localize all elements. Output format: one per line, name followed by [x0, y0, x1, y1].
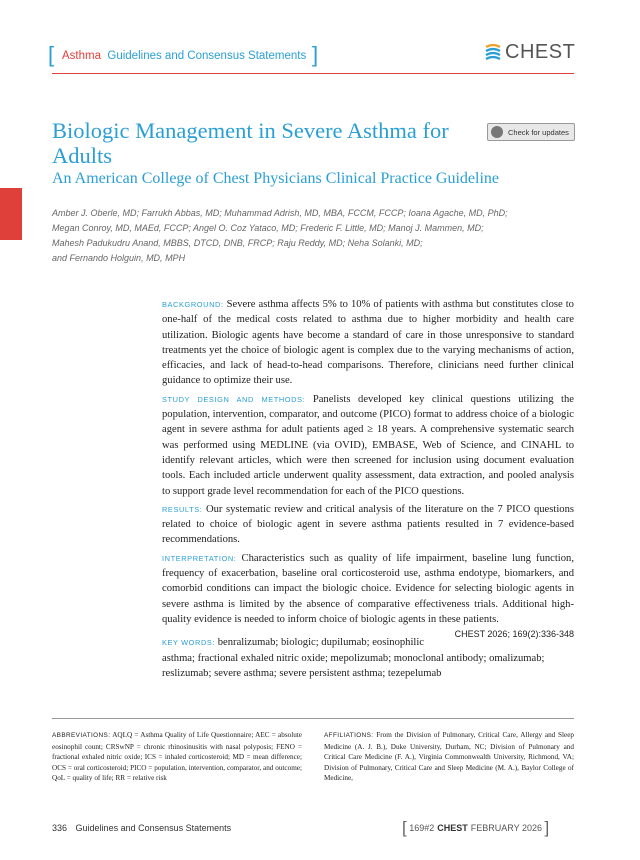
keywords-text: benralizumab; biologic; dupilumab; eosinophilic asthma; fractional exhaled nitric oxide; mepolizumab; monoclonal antibody; omalizumab; reslizumab; severe asthma; severe persistent asthma; tezepelumab — [162, 637, 545, 679]
header-bracket-left: [ — [48, 42, 55, 67]
chest-logo — [484, 42, 575, 62]
page-number: 336 — [52, 823, 68, 833]
abstract-results — [162, 502, 574, 548]
results-label: RESULTS: — [162, 504, 203, 514]
footer-bracket-left: [ — [402, 818, 407, 837]
header-category-topic: Asthma — [62, 50, 101, 62]
header-bracket-right: ] — [312, 42, 319, 67]
background-text: Severe asthma affects 5% to 10% of patients with asthma but constitutes close to one-half of the medical costs related to asthma due to higher morbidity and health care utilization. Biologic agents have become a standard of care in those unresponsive to standard treatments yet the choice of biologic agent is complex due to the varying mechanisms of action, efficacies, and lack of head-to-head comparisons. Therefore, clinicians need further clinical guidance to optimize their use. — [162, 299, 574, 387]
affiliations-label: AFFILIATIONS: — [324, 732, 374, 739]
chest-logo-text: CHEST — [505, 40, 576, 63]
footer-issue: 169#2 — [409, 823, 435, 833]
abbreviations-footnote — [52, 730, 302, 784]
interpretation-label: INTERPRETATION: — [162, 553, 237, 563]
footer-date: FEBRUARY 2026 — [470, 823, 543, 833]
header-rule — [52, 73, 574, 74]
header-category-type: Guidelines and Consensus Statements — [107, 50, 307, 62]
check-for-updates-button[interactable] — [487, 123, 575, 141]
side-tab-marker — [0, 188, 22, 240]
abstract-interpretation — [162, 551, 574, 640]
footer-bracket-right: ] — [544, 818, 550, 837]
affiliations-footnote — [324, 730, 574, 784]
chest-logo-icon — [484, 43, 502, 61]
author-list — [52, 206, 592, 266]
results-text: Our systematic review and critical analysis of the literature on the 7 PICO questions related to choice of biologic agent in severe asthma patients resulted in 7 evidence-based recommendations. — [162, 503, 574, 546]
abstract — [162, 297, 574, 684]
background-label: BACKGROUND: — [162, 300, 224, 309]
footnote-rule — [52, 718, 574, 719]
article-subtitle: An American College of Chest Physicians Clinical Practice Guideline — [52, 170, 500, 187]
affiliations-text: From the Division of Pulmonary, Critical Care, Allergy and Sleep Medicine (A. J. B.), Duke University, Durham, NC; Division of Pulmonary and Critical Care Medicine (F. A.), Virginia Commonwealth University, Richmond, VA; Division of Pulmonary, Critical Care and Sleep Medicine (M. A.), Baylor College of Medicine, — [324, 731, 575, 783]
abstract-methods — [162, 392, 574, 499]
footer-right — [402, 818, 549, 838]
author-line: Megan Conroy, MD, MAEd, FCCP; Angel O. Coz Yataco, MD; Frederic F. Little, MD; Manoj J. Mammen, MD; — [52, 223, 484, 233]
article-title: Biologic Management in Severe Asthma for Adults — [52, 118, 449, 168]
citation: CHEST 2026; 169(2):336-348 — [454, 629, 574, 640]
author-line: and Fernando Holguin, MD, MPH — [52, 253, 186, 263]
methods-text: Panelists developed key clinical questions utilizing the population, intervention, comparator, and outcome (PICO) format to address choice of a biologic agent in severe asthma for adult patients aged ≥ 18 years. A comprehensive systematic search was performed using MEDLINE (via OVID), EMBASE, Web of Science, and CINAHL to identify relevant articles, which were then screened for inclusion using document evaluation tools. Each included article underwent quality assessment, data extraction, and pooled analysis to support grade level recommendation for each of the PICO questions. — [162, 393, 574, 497]
abstract-background — [162, 297, 574, 389]
footer-section: Guidelines and Consensus Statements — [75, 823, 232, 833]
interpretation-text: Characteristics such as quality of life impairment, baseline lung function, frequency of exacerbation, baseline oral corticosteroid use, asthma endotype, biomarkers, and comorbid conditions can impact the biologic choice. Evidence for selecting biologic agents in severe asthma is limited by the absence of comparative effectiveness trials. Additional high-quality evidence is needed to inform choice of biologic agents in these patients. — [162, 552, 574, 625]
header-category — [62, 50, 306, 62]
footer-journal: CHEST — [437, 823, 468, 833]
check-for-updates-label: Check for updates — [508, 127, 569, 137]
keywords-label: KEY WORDS: — [162, 638, 216, 648]
author-line: Amber J. Oberle, MD; Farrukh Abbas, MD; Muhammad Adrish, MD, MBA, FCCM, FCCP; Ioana Agache, MD, PhD; — [52, 208, 508, 218]
abbreviations-text: AQLQ = Asthma Quality of Life Questionnaire; AEC = absolute eosinophil count; CRSwNP = chronic rhinosinusitis with nasal polyposis; FENO = fractional exhaled nitric oxide; ICS = inhaled corticosteroid; MD = mean difference; OCS = oral corticosteroid; PICO = population, intervention, comparator, and outcome; QoL = quality of life; RR = relative risk — [52, 731, 302, 783]
abbreviations-label: ABBREVIATIONS: — [52, 732, 111, 739]
footer-left — [52, 823, 231, 833]
methods-label: STUDY DESIGN AND METHODS: — [162, 394, 306, 404]
crossmark-icon — [491, 126, 503, 138]
author-line: Mahesh Padukudru Anand, MBBS, DTCD, DNB, FRCP; Raju Reddy, MD; Neha Solanki, MD; — [52, 238, 423, 248]
